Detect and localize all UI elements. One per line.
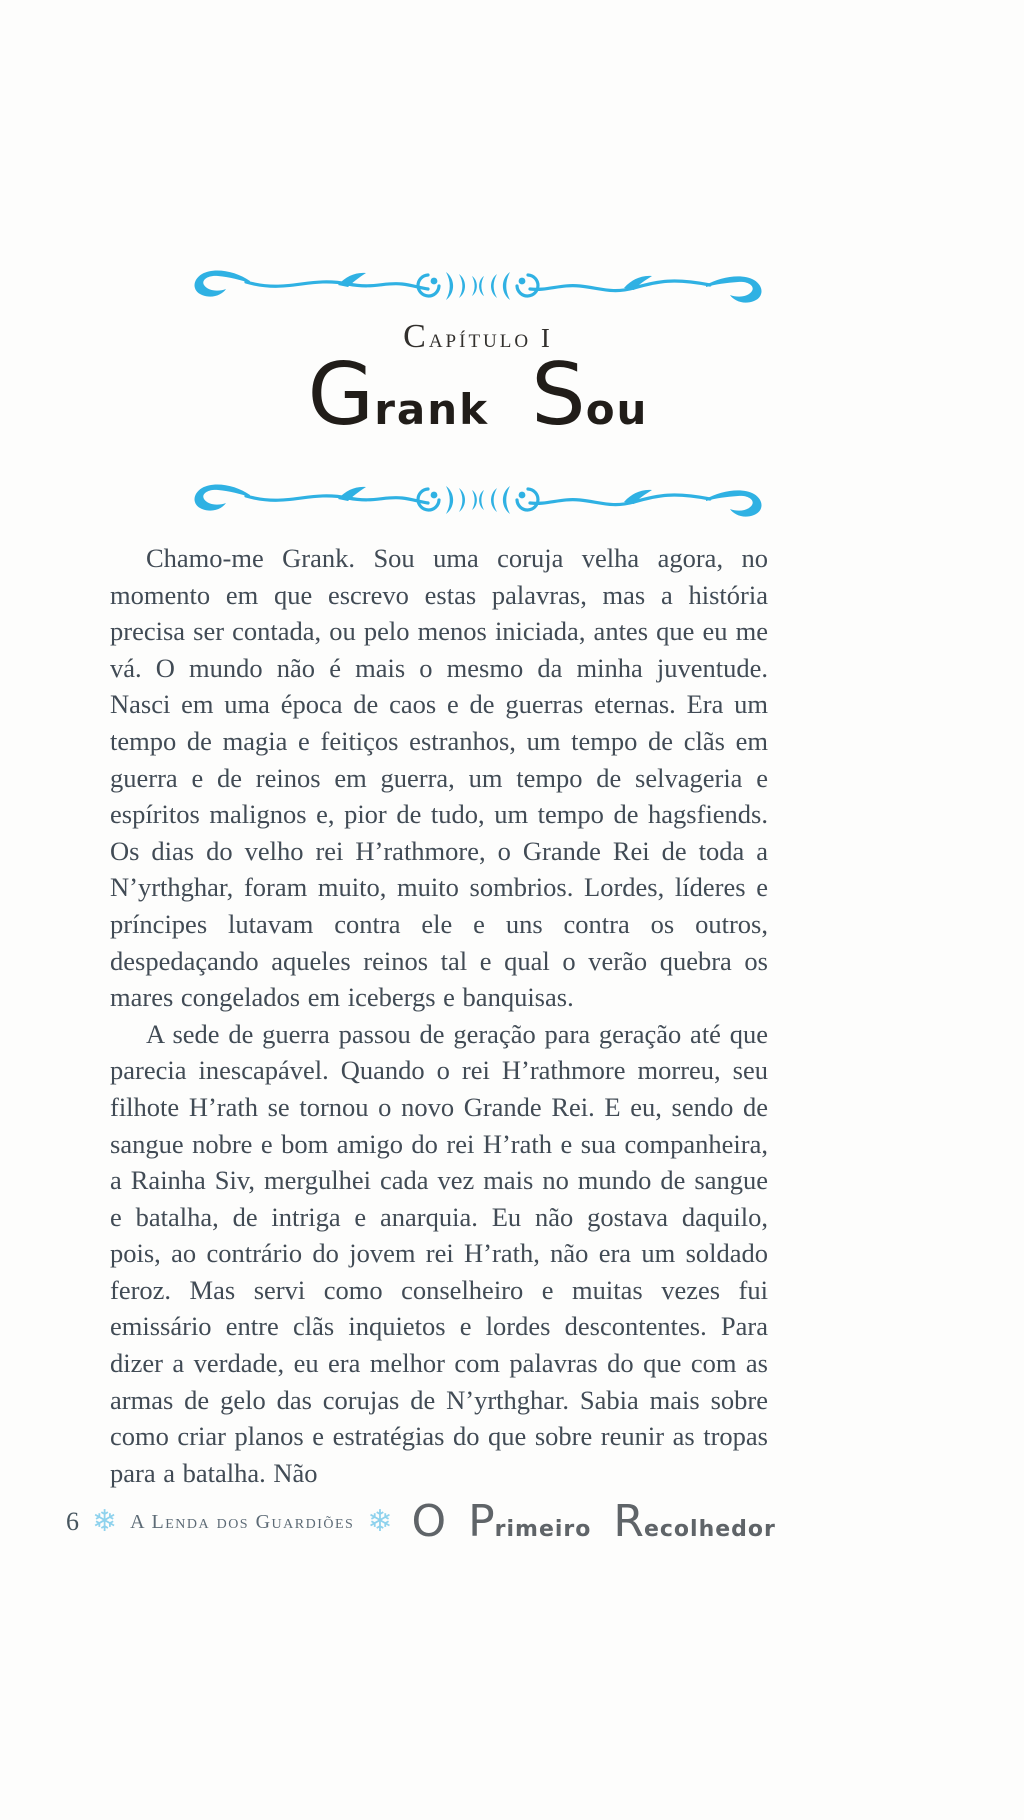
book-title-word3-rest: ecolhedor (643, 1517, 776, 1542)
book-title-word2-initial: P (468, 1496, 495, 1547)
chapter-title-word1-rest: rank (374, 385, 490, 434)
chapter-title-word2-rest: ou (585, 385, 649, 434)
flourish-swirl-icon (188, 478, 768, 524)
bottom-flourish-ornament (188, 478, 768, 524)
top-flourish-ornament (188, 264, 768, 310)
book-title-word1 (411, 1496, 447, 1547)
page-number: 6 (66, 1507, 79, 1536)
chapter-title-word2 (531, 345, 649, 445)
book-title-word2-rest: rimeiro (494, 1517, 592, 1542)
chapter-title-word1 (307, 345, 490, 445)
paragraph: A sede de guerra passou de geração para geração até que parecia inescapável. Quando o rei H’rathmore morreu, seu filhote H’rath se tornou o novo Grande Rei. E eu, sendo de sangue nobre e bom amigo do rei H’rath e sua companheira, a Rainha Siv, mergulhei cada vez mais no mundo de sangue e batalha, de intriga e anarquia. Eu não gostava daquilo, pois, ao contrário do jovem rei H’rath, não era um soldado feroz. Mas servi como conselheiro e muitas vezes fui emissário entre clãs inquietos e lordes descontentes. Para dizer a verdade, eu era melhor com palavras do que com as armas de gelo das corujas de N’yrthghar. Sabia mais sobre como criar planos e estratégias do que sobre reunir as tropas para a batalha. Não (110, 1018, 768, 1488)
page-footer (66, 1496, 776, 1547)
book-title-word3 (613, 1496, 776, 1547)
flourish-swirl-icon (188, 264, 768, 310)
book-title-word2 (468, 1496, 592, 1547)
book-title (411, 1496, 776, 1547)
book-title-word1-initial: O (411, 1496, 447, 1547)
chapter-title-word2-initial: S (531, 345, 586, 445)
chapter-number-label: Capítulo I (403, 318, 553, 355)
body-text (110, 540, 768, 1491)
series-title-label: A Lenda dos Guardiões (130, 1510, 355, 1533)
chapter-title-word1-initial: G (307, 345, 375, 445)
chapter-title (188, 345, 768, 445)
snowflake-icon: ❄ (367, 1504, 393, 1539)
book-title-word3-initial: R (613, 1496, 644, 1547)
snowflake-icon: ❄ (92, 1504, 118, 1539)
paragraph: Chamo-me Grank. Sou uma coruja velha agora, no momento em que escrevo estas palavras, mas a história precisa ser contada, ou pelo menos iniciada, antes que eu me vá. O mundo não é mais o mesmo da minha juventude. Nasci em uma época de caos e de guerras eternas. Era um tempo de magia e feitiços estranhos, um tempo de clãs em guerra e de reinos em guerra, um tempo de selvageria e espíritos malignos e, pior de tudo, um tempo de hagsfiends. Os dias do velho rei H’rathmore, o Grande Rei de toda a N’yrthghar, foram muito, muito sombrios. Lordes, líderes e príncipes lutavam contra ele e uns contra os outros, despedaçando aqueles reinos tal e qual o verão quebra os mares congelados em icebergs e banquisas. (110, 543, 768, 1013)
